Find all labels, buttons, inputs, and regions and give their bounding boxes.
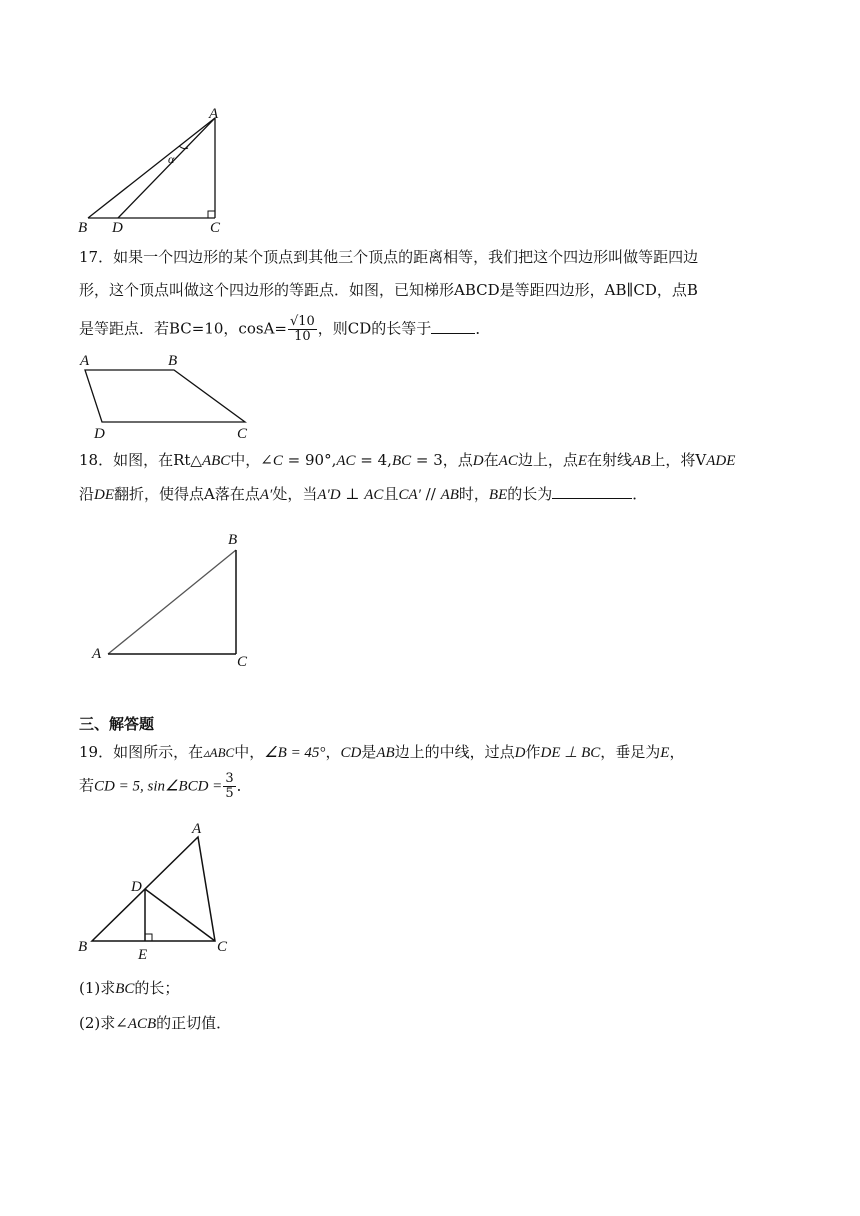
- q18-t1f: AC: [336, 453, 356, 469]
- label-D: D: [94, 426, 105, 442]
- label-A: A: [92, 646, 102, 662]
- q18-t2c: 翻折，使得点A落在点: [114, 485, 260, 503]
- q18-answer-blank: [552, 484, 632, 499]
- segment-CD: [145, 889, 215, 941]
- label-B: B: [228, 532, 238, 548]
- label-C: C: [237, 654, 248, 670]
- figure-q17: [70, 350, 270, 442]
- q17-text-3a: 是等距点．若BC=10，cosA=: [79, 319, 287, 338]
- label-C: C: [217, 939, 228, 955]
- q17-answer-blank: [431, 319, 475, 334]
- q18-t2o: 的长为: [507, 485, 553, 503]
- q17-line1: [79, 246, 698, 268]
- q18-t1o: E: [577, 453, 588, 469]
- q18-t1d: C: [272, 453, 283, 469]
- triangle-ABC: [92, 837, 215, 941]
- label-B: B: [78, 220, 88, 236]
- label-B: B: [78, 939, 88, 955]
- label-C: C: [210, 220, 221, 236]
- section-3-title: 三、解答题: [79, 715, 155, 733]
- q19-t2a: 若: [79, 776, 95, 795]
- q18-t2m: 时，: [458, 485, 489, 503]
- label-A: A: [80, 353, 90, 369]
- q18-t1q: AB: [632, 453, 651, 469]
- q19-t1n: E: [660, 745, 670, 761]
- figure-q18: [88, 528, 263, 673]
- q17-line2: [79, 279, 698, 301]
- q18-t1a: 如图，在Rt△: [113, 451, 202, 469]
- q18-t2l: AB: [440, 487, 459, 503]
- q19-sub2-b: ACB: [127, 1016, 157, 1032]
- q18-t1b: ABC: [201, 453, 231, 469]
- q19-t2b: CD = 5, sin∠BCD =: [94, 778, 223, 795]
- q18-line1: [79, 449, 735, 472]
- q19-sub2-a: (2)求∠: [79, 1014, 128, 1032]
- q17-text-2: 形，这个顶点叫做这个四边形的等距点．如图，已知梯形ABCD是等距四边形，AB∥CD，点B: [79, 281, 698, 299]
- q17-text-3b: ，则CD的长等于: [317, 319, 432, 338]
- q17-frac-num: √10: [289, 314, 315, 329]
- q18-t1p: 在射线: [587, 451, 633, 469]
- q19-sub1-a: (1)求: [79, 979, 116, 997]
- q19-sub2: [79, 1012, 231, 1035]
- q18-t2k: //: [420, 485, 441, 503]
- q18-t2j: CA′: [398, 487, 421, 503]
- q18-t2f: A′D: [317, 487, 341, 503]
- q18-t1i: = 3: [411, 451, 443, 469]
- label-alpha: α: [168, 152, 175, 166]
- q18-t1s: ADE: [706, 453, 736, 469]
- q19-fraction: [223, 772, 235, 801]
- q18-t2h: AC: [364, 487, 384, 503]
- q18-t1r: 上，将V: [650, 451, 707, 469]
- q18-line2: [79, 483, 647, 506]
- q19-frac-den: 5: [225, 786, 234, 801]
- right-angle-mark: [208, 211, 215, 218]
- q17-number: 17．: [79, 248, 114, 266]
- q18-t1l: 在: [483, 451, 499, 469]
- q19-t1j: D: [514, 745, 526, 761]
- q17-line3: [79, 315, 490, 344]
- segment-AD: [118, 118, 215, 218]
- right-angle-mark: [145, 934, 152, 941]
- q18-t2i: 且: [383, 485, 399, 503]
- figure-q16: [70, 108, 240, 236]
- q19-t1c: 中，: [234, 743, 265, 761]
- q19-t1o: ，: [669, 743, 685, 761]
- label-B: B: [168, 353, 178, 369]
- q19-sub2-c: 的正切值．: [156, 1014, 232, 1032]
- q19-t1k: 作: [525, 743, 541, 761]
- q17-fraction: [288, 315, 317, 344]
- q19-sub1-b: BC: [115, 981, 135, 997]
- q18-t2n: BE: [488, 487, 508, 503]
- q18-t2g: ⊥: [340, 485, 365, 503]
- q18-t1e: = 90°,: [282, 451, 337, 469]
- q19-line1: [79, 741, 684, 764]
- q17-frac-den: 10: [294, 329, 311, 344]
- label-C: C: [237, 426, 248, 442]
- q18-number: 18．: [79, 451, 114, 469]
- q19-t1a: 如图所示，在: [113, 743, 204, 761]
- label-A: A: [192, 821, 202, 837]
- figure-q19: [74, 815, 244, 965]
- q18-t2d: A′: [259, 487, 273, 503]
- q18-t1m: AC: [498, 453, 518, 469]
- q18-t2e: 处，当: [272, 485, 318, 503]
- q19-t1i: 边上的中线，过点: [394, 743, 515, 761]
- q19-t1h: AB: [376, 745, 395, 761]
- q19-sub1-c: 的长；: [134, 979, 180, 997]
- q18-t1k: D: [472, 453, 484, 469]
- label-D: D: [131, 879, 142, 895]
- segment-AB: [108, 550, 236, 654]
- q19-t1d: ∠B = 45°: [264, 745, 326, 761]
- q19-number: 19．: [79, 743, 114, 761]
- q19-t1g: 是: [361, 743, 377, 761]
- q18-t2b: DE: [94, 487, 115, 503]
- q19-frac-num: 3: [225, 771, 234, 786]
- segment-AB: [88, 118, 215, 218]
- q17-text-3c: ．: [475, 319, 491, 338]
- q18-t1h: BC: [391, 453, 412, 469]
- q18-t1g: = 4,: [355, 451, 392, 469]
- q19-t1l: DE ⊥ BC: [540, 745, 601, 761]
- q19-t1f: CD: [340, 745, 362, 761]
- q19-t1m: ，垂足为: [600, 743, 661, 761]
- q19-sub1: [79, 977, 179, 1000]
- q18-t2end: ．: [632, 485, 648, 503]
- trapezoid-ABCD: [85, 370, 245, 422]
- q19-t1e: ，: [325, 743, 341, 761]
- q18-t1n: 边上，点: [517, 451, 578, 469]
- label-D: D: [112, 220, 123, 236]
- q18-t2a: 沿: [79, 485, 95, 503]
- q19-t2end: ．: [236, 776, 252, 795]
- q19-line2: [79, 772, 252, 801]
- q18-t1c: 中，∠: [230, 451, 273, 469]
- q18-t1j: ，点: [442, 451, 473, 469]
- q17-text-1: 如果一个四边形的某个顶点到其他三个顶点的距离相等，我们把这个四边形叫做等距四边: [113, 248, 699, 266]
- label-A: A: [209, 108, 219, 122]
- q19-t1b: ▵ABC: [203, 745, 235, 760]
- label-E: E: [138, 947, 148, 963]
